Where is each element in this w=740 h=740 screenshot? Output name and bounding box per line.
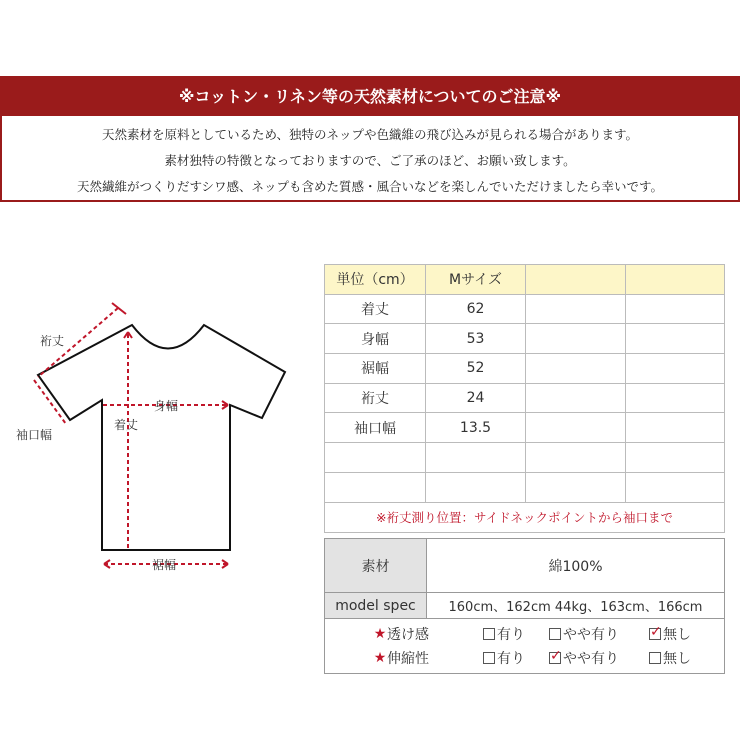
- option-label: やや有り: [563, 651, 619, 667]
- option-label: 無し: [663, 651, 691, 667]
- option-label: やや有り: [563, 627, 619, 643]
- checkbox-checked-icon: [649, 628, 661, 640]
- table-cell: 13.5: [426, 413, 526, 443]
- label-sleeve-length: 裄丈: [40, 334, 65, 348]
- attribute-name: 透け感: [387, 627, 429, 643]
- table-cell: [626, 413, 725, 443]
- table-cell: [526, 443, 626, 473]
- option-slightly: [549, 648, 643, 668]
- table-row: [325, 443, 725, 473]
- table-row: [325, 294, 725, 324]
- option-yes: [483, 624, 543, 644]
- measurement-diagram: [0, 290, 300, 580]
- table-cell: [626, 354, 725, 384]
- attribute-name: 伸縮性: [387, 651, 429, 667]
- checkbox-icon: [483, 652, 495, 664]
- table-cell: [626, 472, 725, 502]
- material-row: [325, 539, 725, 593]
- measurement-note: ※裄丈測り位置：サイドネックポイントから袖口まで: [325, 502, 725, 532]
- table-cell: [526, 413, 626, 443]
- table-cell: [626, 324, 725, 354]
- header-cell: 単位（cm）: [325, 265, 426, 295]
- table-cell: 24: [426, 383, 526, 413]
- notice-line: 天然素材を原料としているため、独特のネップや色織維の飛び込みが見られる場合があります。: [101, 127, 638, 142]
- attribute-transparency: [325, 622, 724, 646]
- table-row: [325, 354, 725, 384]
- table-cell: 身幅: [325, 324, 426, 354]
- checkbox-icon: [649, 652, 661, 664]
- spec-table: [324, 538, 725, 674]
- table-cell: [626, 443, 725, 473]
- star-icon: ★: [373, 626, 387, 642]
- care-notice: [0, 76, 740, 202]
- table-cell: 袖口幅: [325, 413, 426, 443]
- table-cell: [526, 383, 626, 413]
- table-row: [325, 472, 725, 502]
- table-cell: [526, 324, 626, 354]
- notice-body: [2, 116, 738, 200]
- table-cell: 53: [426, 324, 526, 354]
- header-cell: Mサイズ: [426, 265, 526, 295]
- star-icon: ★: [373, 650, 387, 666]
- attributes-cell: [325, 619, 725, 674]
- table-row: [325, 324, 725, 354]
- table-cell: 着丈: [325, 294, 426, 324]
- option-label: 無し: [663, 627, 691, 643]
- label-length: 着丈: [114, 418, 139, 432]
- material-label: 素材: [325, 539, 427, 593]
- attribute-stretch: [325, 646, 724, 670]
- table-cell: 裾幅: [325, 354, 426, 384]
- model-spec-row: [325, 593, 725, 619]
- model-spec-label: model spec: [325, 593, 427, 619]
- table-cell: 裄丈: [325, 383, 426, 413]
- table-cell: [325, 472, 426, 502]
- table-cell: 62: [426, 294, 526, 324]
- table-cell: 52: [426, 354, 526, 384]
- option-label: 有り: [497, 651, 525, 667]
- table-cell: [626, 383, 725, 413]
- table-header-row: [325, 265, 725, 295]
- option-slightly: [549, 624, 643, 644]
- table-cell: [426, 443, 526, 473]
- model-spec-value: 160cm、162cm 44kg、163cm、166cm: [427, 593, 725, 619]
- checkbox-icon: [549, 628, 561, 640]
- option-yes: [483, 648, 543, 668]
- table-cell: [526, 354, 626, 384]
- table-row: [325, 413, 725, 443]
- header-cell: [626, 265, 725, 295]
- option-none: [649, 648, 709, 668]
- notice-title: ※コットン・リネン等の天然素材についてのご注意※: [2, 78, 738, 116]
- table-note-row: [325, 502, 725, 532]
- table-cell: [426, 472, 526, 502]
- checkbox-icon: [483, 628, 495, 640]
- option-label: 有り: [497, 627, 525, 643]
- notice-line: 天然繊維がつくりだすシワ感、ネップも含めた質感・風合いなどを楽しんでいただけましたら幸いです。: [76, 179, 663, 194]
- table-cell: [325, 443, 426, 473]
- label-hem-width: 裾幅: [152, 558, 177, 572]
- material-value: 綿100%: [427, 539, 725, 593]
- table-cell: [526, 294, 626, 324]
- label-cuff-width: 袖口幅: [16, 428, 53, 442]
- table-cell: [526, 472, 626, 502]
- notice-line: 素材独特の特徴となっておりますので、ご了承のほど、お願い致します。: [164, 153, 576, 168]
- table-cell: [626, 294, 725, 324]
- attributes-row: [325, 619, 725, 674]
- table-row: [325, 383, 725, 413]
- size-table: [324, 264, 725, 533]
- option-none: [649, 624, 709, 644]
- header-cell: [526, 265, 626, 295]
- label-chest-width: 身幅: [154, 399, 179, 413]
- checkbox-checked-icon: [549, 652, 561, 664]
